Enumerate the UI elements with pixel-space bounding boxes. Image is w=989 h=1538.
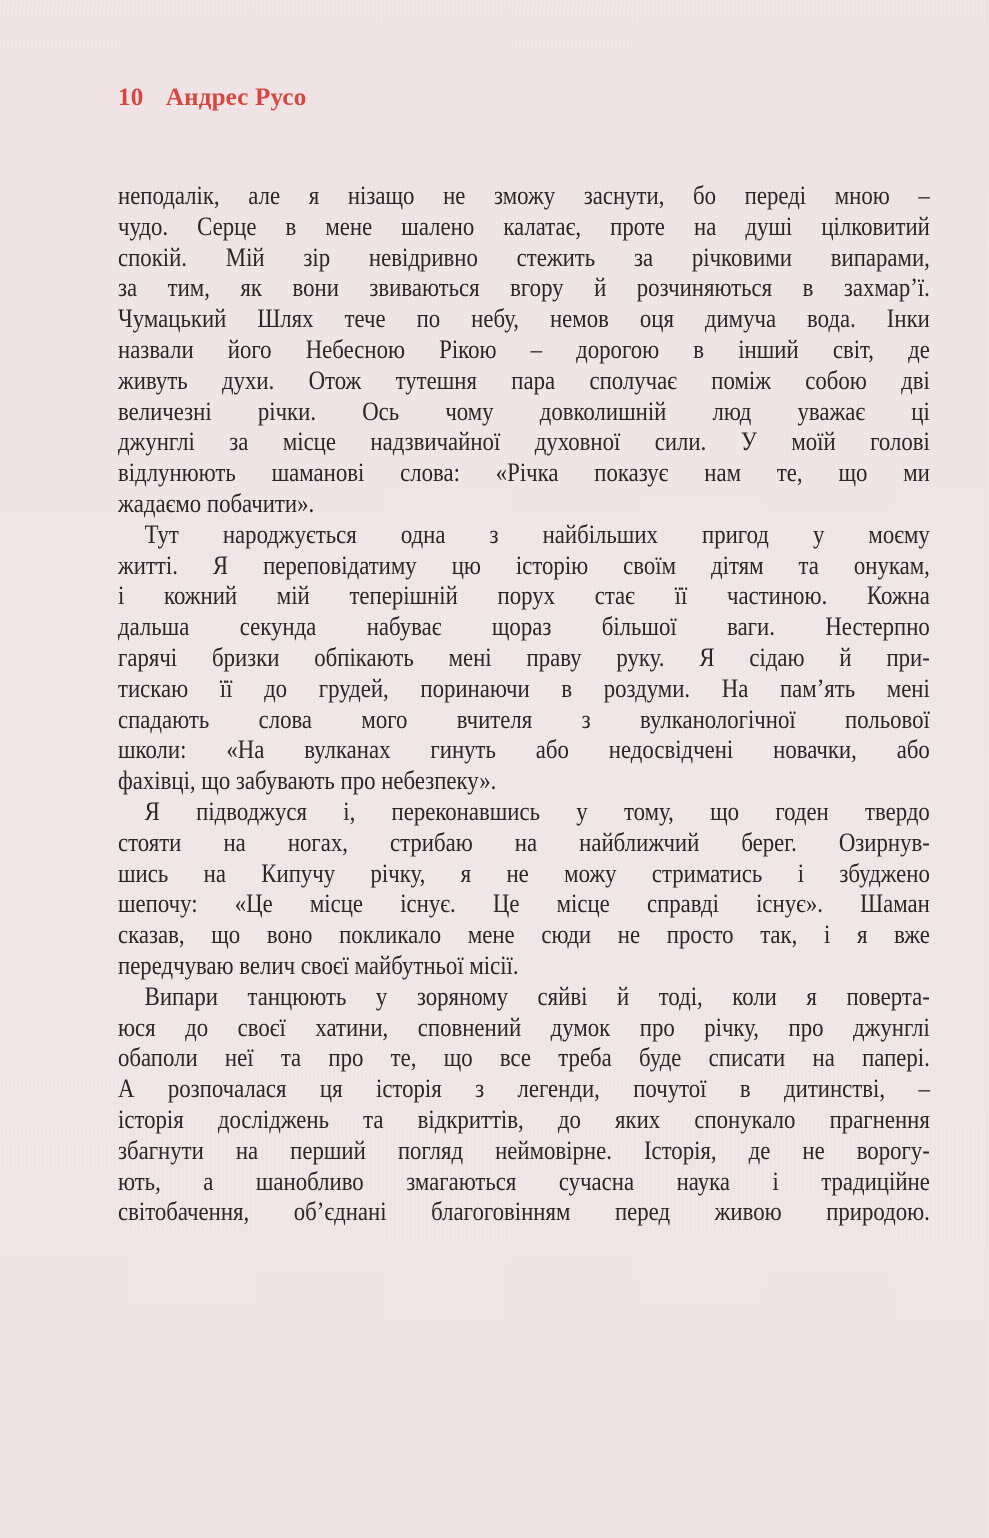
text-line: неподалік, але я нізащо не зможу заснути, бо переді мною – <box>118 180 930 210</box>
text-line: жадаємо побачити». <box>118 487 315 518</box>
text-line: спокій. Мій зір невідривно стежить за річковими випарами, <box>118 241 930 272</box>
text-line: дальша секунда набуває щораз більшої ваги. Нестерпно <box>118 611 930 642</box>
paragraph-first-line: Випари танцюють у зоряному сяйві й тоді, коли я поверта- <box>144 980 930 1011</box>
text-line: збагнути на перший погляд неймовірне. Історія, де не ворогу- <box>118 1134 930 1165</box>
text-line: за тим, як вони звиваються вгору й розчиняються в захмар’ї. <box>118 272 930 303</box>
body-text <box>118 180 930 1227</box>
text-line: шепочу: «Це місце існує. Це місце справді існує». Шаман <box>118 888 930 919</box>
text-line: сказав, що воно покликало мене сюди не просто так, і я вже <box>118 919 930 950</box>
text-line: джунглі за місце надзвичайної духовної сили. У моїй голові <box>118 426 930 457</box>
text-line: юся до своєї хатини, сповнений думок про річку, про джунглі <box>118 1011 930 1042</box>
text-line: світобачення, об’єднані благоговінням перед живою природою. <box>118 1196 930 1227</box>
text-line: назвали його Небесною Рікою – дорогою в інший світ, де <box>118 333 930 364</box>
text-line: А розпочалася ця історія з легенди, почутої в дитинстві, – <box>118 1073 930 1104</box>
text-line: гарячі бризки обпікають мені праву руку. Я сідаю й при- <box>118 641 930 672</box>
text-line: історія досліджень та відкриттів, до яких спонукало прагнення <box>118 1103 930 1134</box>
text-line: спадають слова мого вчителя з вулканологічної польової <box>118 703 930 734</box>
paragraph-first-line: Тут народжується одна з найбільших пригод у моєму <box>144 518 930 549</box>
text-line: відлунюють шаманові слова: «Річка показує нам те, що ми <box>118 457 930 488</box>
text-line: шись на Кипучу річку, я не можу стриматись і збуджено <box>118 857 930 888</box>
page-number: 10 <box>118 84 144 111</box>
text-line: живуть духи. Отож тутешня пара сполучає поміж собою дві <box>118 364 930 395</box>
author-name: Андрес Русо <box>165 84 307 111</box>
text-line: величезні річки. Ось чому довколишній люд уважає ці <box>118 395 930 426</box>
text-line: чудо. Серце в мене шалено калатає, проте на душі цілковитий <box>118 210 930 241</box>
text-line: фахівці, що забувають про небезпеку». <box>118 765 497 796</box>
running-head <box>118 84 306 112</box>
text-line: Чумацький Шлях тече по небу, немов оця димуча вода. Інки <box>118 303 930 334</box>
text-line: ють, а шанобливо змагаються сучасна наука і традиційне <box>118 1165 930 1196</box>
text-line: школи: «На вулканах гинуть або недосвідчені новачки, або <box>118 734 930 765</box>
text-line: обаполи неї та про те, що все треба буде списати на папері. <box>118 1042 930 1073</box>
paragraph-first-line: Я підводжуся і, переконавшись у тому, що годен твердо <box>144 795 930 826</box>
text-line: і кожний мій теперішній порух стає її частиною. Кожна <box>118 580 930 611</box>
text-line: стояти на ногах, стрибаю на найближчий берег. Озирнув- <box>118 826 930 857</box>
text-line: передчуваю велич своєї майбутньої місії. <box>118 949 519 980</box>
text-line: житті. Я переповідатиму цю історію своїм дітям та онукам, <box>118 549 930 580</box>
text-line: тискаю її до грудей, поринаючи в роздуми. На пам’ять мені <box>118 672 930 703</box>
